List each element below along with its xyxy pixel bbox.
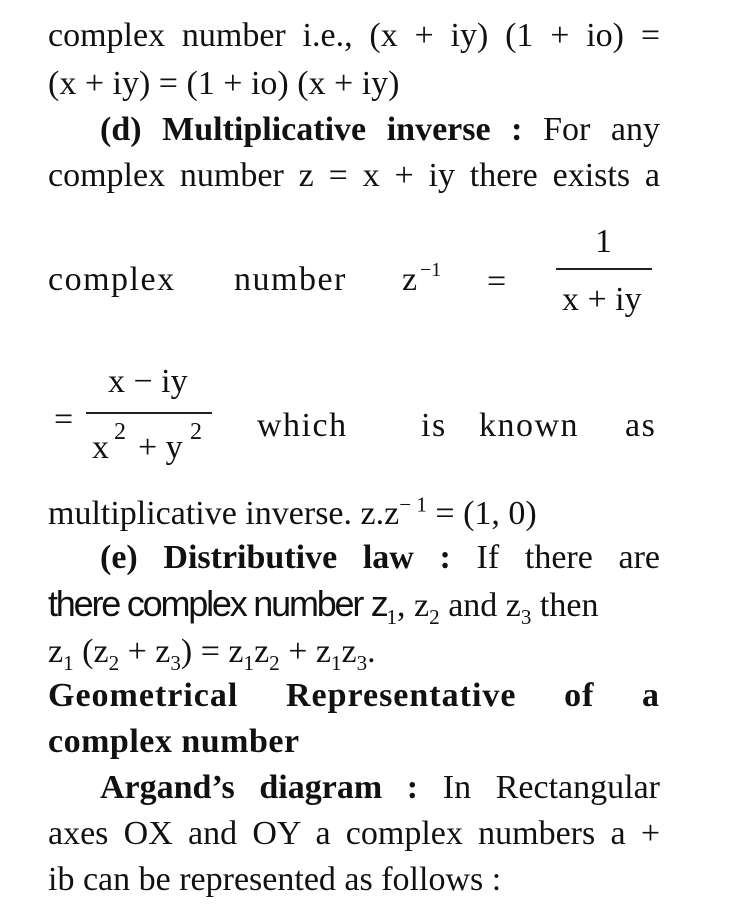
eq-equals: = [487,263,507,300]
subsection-label: (d) Multiplicative inverse : [100,111,523,148]
subsection-text: If there are [476,539,660,576]
eq-z-exponent: −1 [420,259,442,281]
text-span: multiplicative inverse. z.z [48,495,400,532]
text-line: complex number z = x + iy there exists a [48,157,660,194]
fraction-bar [556,268,652,270]
den-plus-y: + y [138,429,183,466]
text-line [48,494,537,534]
text-span: + z [279,633,331,670]
superscript: − 1 [399,492,427,517]
section-heading: complex number [48,723,300,760]
subsection-d [100,110,660,150]
text-line: axes OX and OY a complex numbers a + [48,815,660,852]
condensed-text: there complex number [48,583,363,624]
text-span: z [254,633,270,670]
eq-word: as [625,407,657,444]
subsection-label: Argand’s diagram : [100,769,419,806]
subsection-e [100,538,660,578]
text-line: complex number i.e., (x + iy) (1 + io) = [48,17,660,54]
subscript: 1 [243,650,255,675]
text-span: and z [439,587,521,624]
eq-word: number [234,261,347,298]
argand-paragraph [100,768,660,808]
subscript: 1 [386,604,398,629]
subsection-text: In Rectangular [442,769,660,806]
text-span: = (1, 0) [426,495,537,532]
fraction-numerator: x − iy [108,363,188,400]
eq-equals: = [54,401,74,438]
fraction-numerator: 1 [595,223,612,260]
text-span: . [367,633,376,670]
den-x: x [92,429,109,466]
text-span: z [341,633,357,670]
text-span: (z [73,633,109,670]
subscript: 1 [330,650,342,675]
text-span: z [48,633,64,670]
subscript: 2 [429,604,440,629]
section-heading: Geometrical Representative of a [48,677,660,714]
subscript: 3 [520,604,532,629]
subscript: 3 [356,650,368,675]
eq-word: known [479,407,580,444]
eq-word: which [257,407,348,444]
eq-word: complex [48,261,176,298]
subsection-text: For any [543,111,660,148]
subsection-label: (e) Distributive law : [100,539,451,576]
den-exponent: 2 [190,419,202,445]
subscript: 1 [63,650,74,675]
text-span: ) = z [180,633,244,670]
subscript: 2 [269,650,280,675]
text-line [48,583,599,629]
subscript: 2 [108,650,120,675]
text-span: + z [119,633,171,670]
fraction-denominator: x + iy [562,281,642,318]
subscript: 3 [170,650,181,675]
den-exponent: 2 [114,419,126,445]
condensed-z: z [370,583,387,624]
text-line: ib can be represented as follows : [48,861,502,898]
text-span: , z [397,587,430,624]
text-line: (x + iy) = (1 + io) (x + iy) [48,65,400,102]
eq-z: z [402,261,418,298]
text-span: then [531,587,599,624]
eq-word: is [421,407,447,444]
distributive-equation [48,632,376,675]
